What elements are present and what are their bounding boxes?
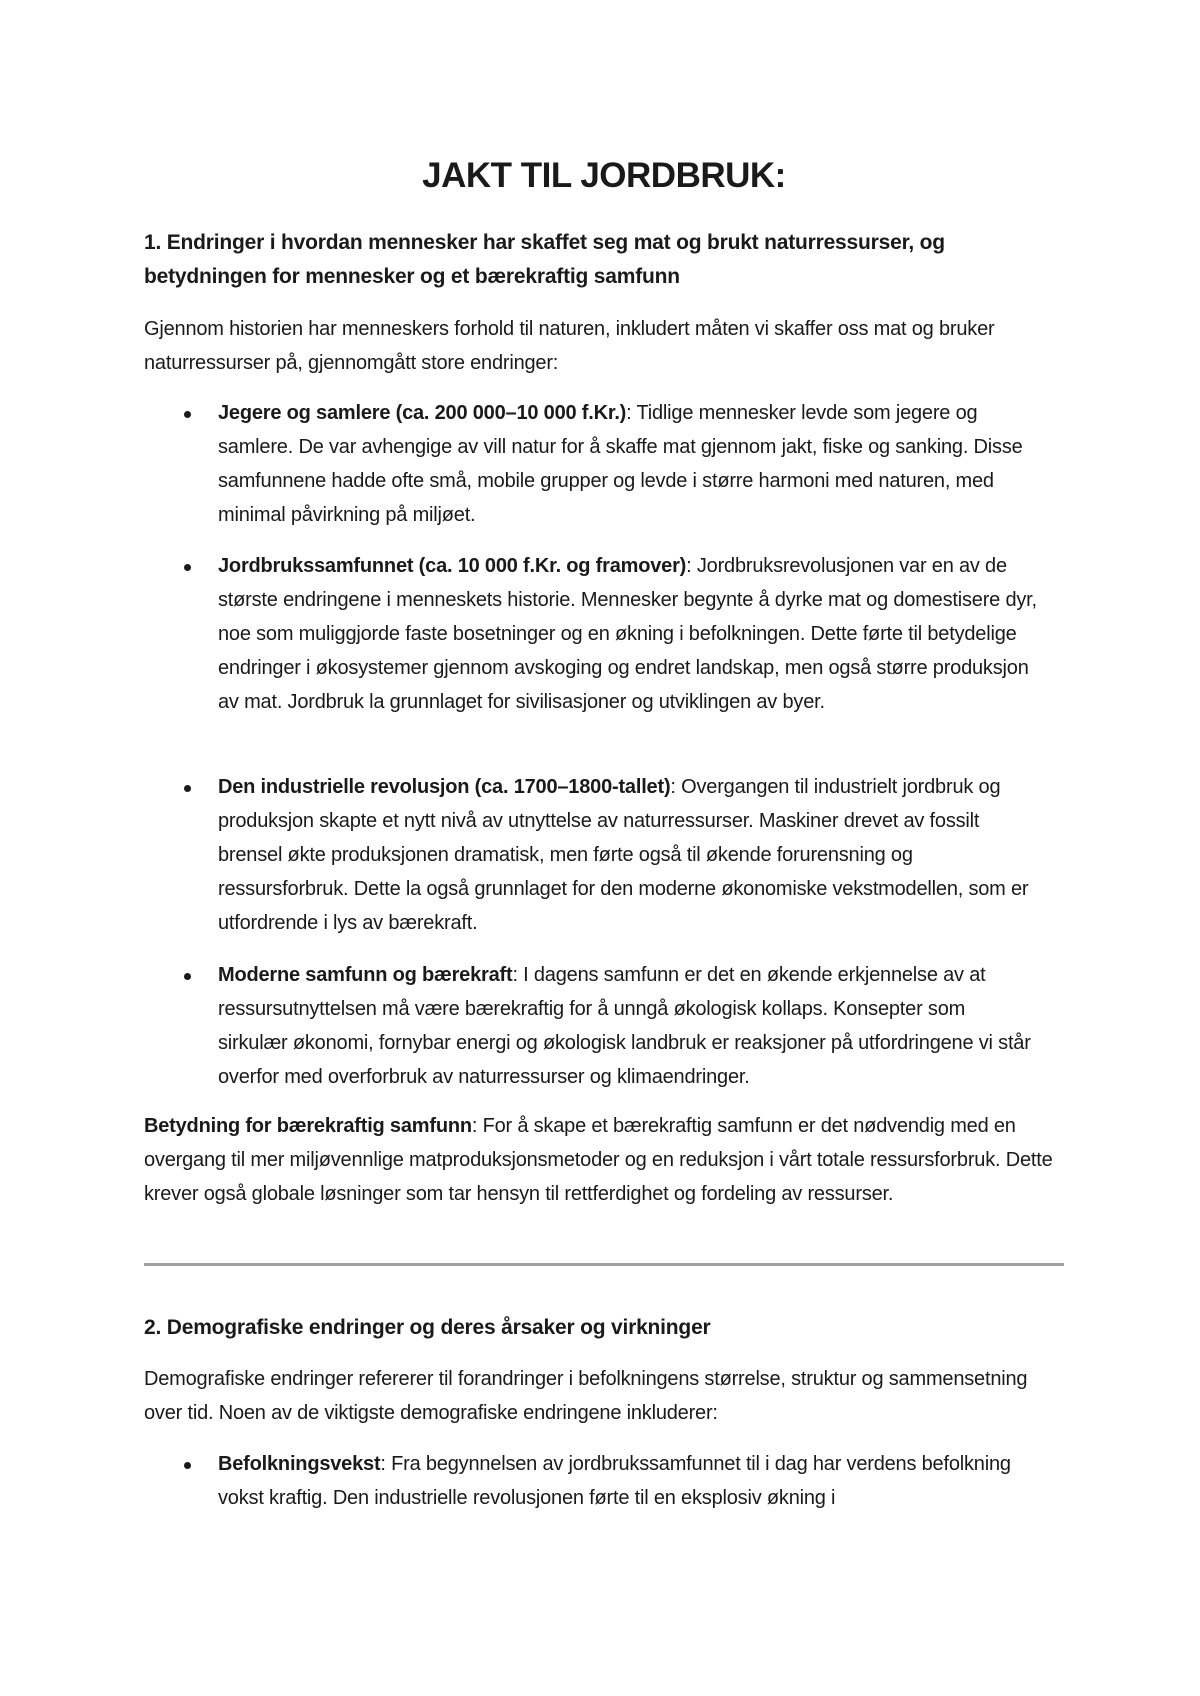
section-1-intro: Gjennom historien har menneskers forhold til naturen, inkludert måten vi skaffer oss mat og bruker naturressurser på, gjennomgått store endringer:	[144, 318, 995, 374]
list-item-text	[218, 1447, 1038, 1515]
list-item-label: Jordbrukssamfunnet (ca. 10 000 f.Kr. og framover)	[218, 555, 687, 577]
bullet-icon	[184, 1462, 191, 1469]
list-item-text	[218, 958, 1038, 1094]
list-item-label: Jegere og samlere (ca. 200 000–10 000 f.Kr.)	[218, 402, 627, 424]
list-item-body: : Fra begynnelsen av jordbrukssamfunnet til i dag har verdens befolkning vokst kraftig. Den industrielle revolusjonen førte til en eksplosiv økning i	[218, 1453, 1011, 1509]
bullet-icon	[184, 411, 191, 418]
list-item-text	[218, 396, 1038, 532]
conclusion-body: : For å skape et bærekraftig samfunn er det nødvendig med en overgang til mer miljøvennlige matproduksjonsmetoder og en reduksjon i vårt totale ressursforbruk. Dette krever også globale løsninger som tar hensyn til rettferdighet og fordeling av ressurser.	[144, 1115, 1053, 1205]
list-item-body: : Jordbruksrevolusjonen var en av de største endringene i menneskets historie. Mennesker begynte å dyrke mat og domestisere dyr, noe som muliggjorde faste bosetninger og en økning i befolkningen. Dette førte til betydelige endringer i økosystemer gjennom avskoging og endret landskap, men også større produksjon av mat. Jordbruk la grunnlaget for sivilisasjoner og utviklingen av byer.	[218, 555, 1037, 713]
section-2-intro: Demografiske endringer refererer til forandringer i befolkningens størrelse, struktur og sammensetning over tid. Noen av de viktigste demografiske endringene inkluderer:	[144, 1368, 1028, 1424]
section-2-heading: 2. Demografiske endringer og deres årsaker og virkninger	[144, 1316, 711, 1339]
bullet-icon	[184, 785, 191, 792]
list-item-text	[218, 770, 1038, 940]
list-item-text	[218, 549, 1038, 719]
list-item-label: Befolkningsvekst	[218, 1453, 381, 1475]
bullet-icon	[184, 564, 191, 571]
list-item-body: : Tidlige mennesker levde som jegere og samlere. De var avhengige av vill natur for å skaffe mat gjennom jakt, fiske og sanking. Disse samfunnene hadde ofte små, mobile grupper og levde i større harmoni med naturen, med minimal påvirkning på miljøet.	[218, 402, 1023, 526]
horizontal-divider	[144, 1263, 1064, 1266]
list-item-label: Den industrielle revolusjon (ca. 1700–1800-tallet)	[218, 776, 671, 798]
list-item-body: : Overgangen til industrielt jordbruk og produksjon skapte et nytt nivå av utnyttelse av naturressurser. Maskiner drevet av fossilt brensel økte produksjonen dramatisk, men førte også til økende forurensning og ressursforbruk. Dette la også grunnlaget for den moderne økonomiske vekstmodellen, som er utfordrende i lys av bærekraft.	[218, 776, 1029, 934]
section-1-heading: 1. Endringer i hvordan mennesker har skaffet seg mat og brukt naturressurser, og betydningen for mennesker og et bærekraftig samfunn	[144, 231, 945, 288]
conclusion-label: Betydning for bærekraftig samfunn	[144, 1115, 472, 1137]
bullet-icon	[184, 973, 191, 980]
list-item-label: Moderne samfunn og bærekraft	[218, 964, 513, 986]
page-title: JAKT TIL JORDBRUK:	[422, 156, 786, 195]
list-item-body: : I dagens samfunn er det en økende erkjennelse av at ressursutnyttelsen må være bærekraftig for å unngå økologisk kollaps. Konsepter som sirkulær økonomi, fornybar energi og økologisk landbruk er reaksjoner på utfordringene vi står overfor med overforbruk av naturressurser og klimaendringer.	[218, 964, 1031, 1088]
section-1-conclusion	[144, 1109, 1064, 1211]
